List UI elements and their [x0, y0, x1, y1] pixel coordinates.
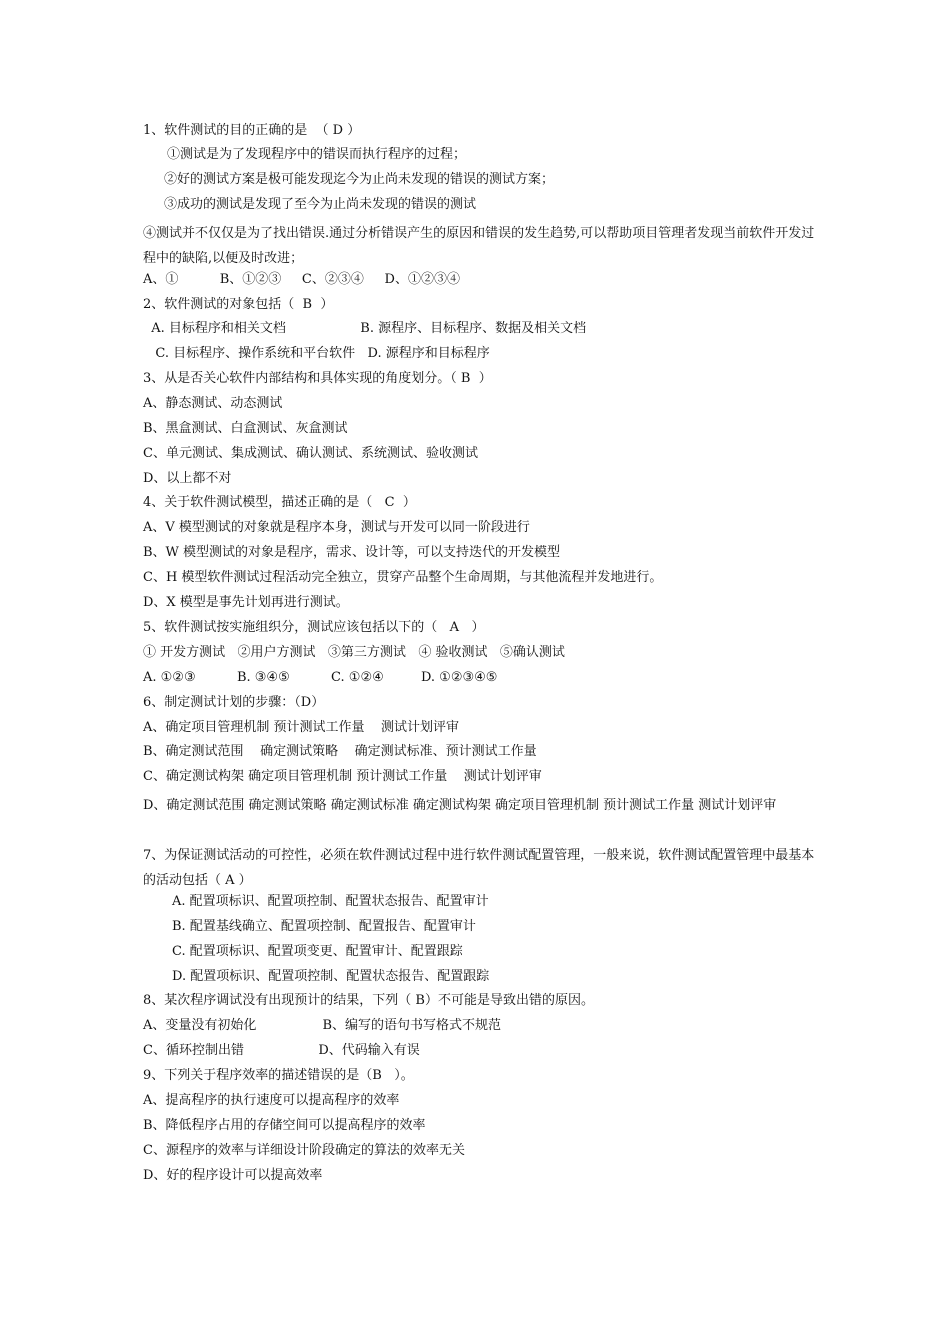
text-line: C. 目标程序、操作系统和平台软件 D. 源程序和目标程序	[143, 346, 490, 361]
text-line: 2、软件测试的对象包括（ B ）	[143, 297, 334, 312]
text-line: B、确定测试范围 确定测试策略 确定测试标准、预计测试工作量	[143, 744, 537, 759]
text-line: A、V 模型测试的对象就是程序本身，测试与开发可以同一阶段进行	[143, 520, 530, 535]
text-line: 7、为保证测试活动的可控性，必须在软件测试过程中进行软件测试配置管理，一般来说，软件测试配置管理中最基本的活动包括（ A ）	[143, 848, 815, 888]
text-line: B、黑盒测试、白盒测试、灰盒测试	[143, 421, 348, 436]
text-line: 1、软件测试的目的正确的是 （ D ）	[143, 123, 361, 138]
text-line: D、X 模型是事先计划再进行测试。	[143, 595, 349, 610]
text-line: C、单元测试、集成测试、确认测试、系统测试、验收测试	[143, 446, 478, 461]
text-line: B. 配置基线确立、配置项控制、配置报告、配置审计	[172, 919, 476, 934]
text-line: D、确定测试范围 确定测试策略 确定测试标准 确定测试构架 确定项目管理机制 预计测试工作量 测试计划评审	[143, 798, 777, 813]
text-line: B、W 模型测试的对象是程序，需求、设计等，可以支持迭代的开发模型	[143, 545, 561, 560]
text-line: D、以上都不对	[143, 471, 232, 486]
text-line: 6、制定测试计划的步骤：（D）	[143, 695, 325, 710]
text-line: C、确定测试构架 确定项目管理机制 预计测试工作量 测试计划评审	[143, 769, 542, 784]
text-line: D、好的程序设计可以提高效率	[143, 1168, 323, 1183]
text-line: 9、下列关于程序效率的描述错误的是（B ）。	[143, 1068, 414, 1083]
text-line: ①测试是为了发现程序中的错误而执行程序的过程；	[167, 147, 467, 162]
text-line: ④测试并不仅仅是为了找出错误.通过分析错误产生的原因和错误的发生趋势,可以帮助项目管理者发现当前软件开发过程中的缺陷,以便及时改进；	[143, 226, 815, 266]
text-line: A. ①②③ B. ③④⑤ C. ①②④ D. ①②③④⑤	[143, 670, 498, 685]
text-line: A、确定项目管理机制 预计测试工作量 测试计划评审	[143, 720, 460, 735]
text-line: C. 配置项标识、配置项变更、配置审计、配置跟踪	[172, 944, 463, 959]
text-line: C、源程序的效率与详细设计阶段确定的算法的效率无关	[143, 1143, 465, 1158]
text-line: B、降低程序占用的存储空间可以提高程序的效率	[143, 1118, 426, 1133]
text-line: D. 配置项标识、配置项控制、配置状态报告、配置跟踪	[172, 969, 490, 984]
text-line: A、变量没有初始化 B、编写的语句书写格式不规范	[143, 1018, 502, 1033]
text-line: A. 目标程序和相关文档 B. 源程序、目标程序、数据及相关文档	[143, 321, 587, 336]
text-line: 3、从是否关心软件内部结构和具体实现的角度划分。（ B ）	[143, 371, 492, 386]
text-line: A、静态测试、动态测试	[143, 396, 283, 411]
text-line: 4、关于软件测试模型，描述正确的是（ C ）	[143, 495, 416, 510]
text-line: ③成功的测试是发现了至今为止尚未发现的错误的测试	[164, 197, 477, 212]
text-line: A、提高程序的执行速度可以提高程序的效率	[143, 1093, 400, 1108]
text-line: C、循环控制出错 D、代码输入有误	[143, 1043, 420, 1058]
text-line: C、H 模型软件测试过程活动完全独立，贯穿产品整个生命周期，与其他流程并发地进行。	[143, 570, 663, 585]
text-line: ②好的测试方案是极可能发现迄今为止尚未发现的错误的测试方案；	[164, 172, 555, 187]
text-line: A、① B、①②③ C、②③④ D、①②③④	[143, 272, 460, 287]
text-line: 8、某次程序调试没有出现预计的结果，下列（ B）不可能是导致出错的原因。	[143, 993, 594, 1008]
text-line: ① 开发方测试 ②用户方测试 ③第三方测试 ④ 验收测试 ⑤确认测试	[143, 645, 565, 660]
text-line: 5、软件测试按实施组织分，测试应该包括以下的（ A ）	[143, 620, 485, 635]
text-line: A. 配置项标识、配置项控制、配置状态报告、配置审计	[172, 894, 489, 909]
